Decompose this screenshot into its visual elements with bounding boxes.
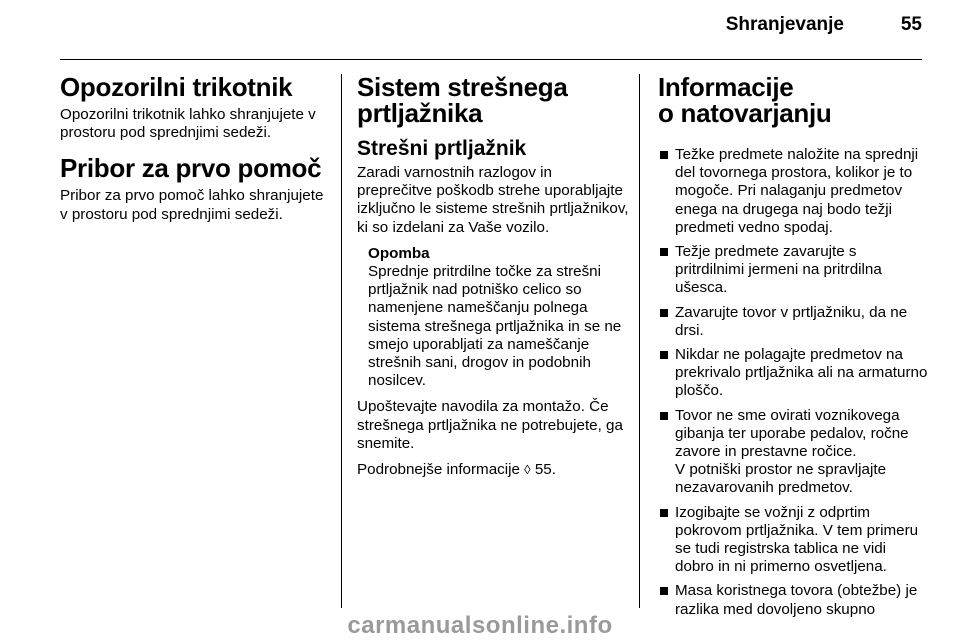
page-reference-link[interactable]: 55. — [534, 461, 556, 479]
column-2 — [357, 74, 629, 479]
heading-line: Sistem strešnega — [357, 72, 568, 102]
heading-line: o natovarjanju — [658, 98, 832, 128]
list-item: Težke predmete naložite na sprednji del tovornega prostora, kolikor je to mogoče. Pri nalaganju predmetov enega na drugega naj bodo težji predmeti vedno spodaj. — [658, 146, 928, 237]
more-info-text: Podrobnejše informacije — [357, 461, 520, 479]
list-item — [658, 407, 928, 498]
section-title: Shranjevanje — [725, 14, 844, 35]
paragraph-first-aid: Pribor za prvo pomoč lahko shranjujete v prostoru pod sprednjimi sedeži. — [60, 187, 324, 223]
column-3 — [658, 74, 928, 625]
heading-line: prtljažnika — [357, 98, 483, 128]
list-item: Težje predmete zavarujte s pritrdilnimi jermeni na pritrdilna ušesca. — [658, 243, 928, 298]
column-divider-2 — [639, 74, 640, 608]
page-reference-icon: ◊ — [524, 462, 531, 478]
list-item-text: Tovor ne sme ovirati voznikovega gibanja ter uporabe pedalov, ročne zavore in prestavne ročice. — [675, 406, 909, 461]
page-header — [60, 14, 922, 44]
paragraph-more-info — [357, 461, 629, 479]
note-box — [357, 245, 629, 391]
list-item: Nikdar ne polagajte predmetov na prekrivalo prtljažnika ali na armaturno ploščo. — [658, 346, 928, 401]
note-title: Opomba — [368, 244, 430, 262]
loading-tips-list — [658, 146, 928, 619]
list-item-text: V potniški prostor ne spravljajte nezavarovanih predmetov. — [675, 461, 887, 497]
heading-line: Informacije — [658, 72, 794, 102]
heading-roof-rack-system — [357, 74, 629, 126]
heading-loading-info — [658, 74, 928, 126]
column-1 — [60, 74, 328, 224]
note-text: Sprednje pritrdilne točke za strešni prtljažnik nad potniško celico so namenjene nameščanju polnega sistema strešnega prtljažnika in se ne smejo uporabljati za nameščanje strešnih sani, drogov in podobnih nosilcev. — [368, 263, 622, 390]
heading-first-aid: Pribor za prvo pomoč — [60, 153, 322, 184]
list-item: Izogibajte se vožnji z odprtim pokrovom prtljažnika. V tem primeru se tudi registrska tablica ne vidi dobro in ni primerno osvetljena. — [658, 504, 928, 577]
column-divider-1 — [341, 74, 342, 608]
paragraph-warning-triangle: Opozorilni trikotnik lahko shranjujete v prostoru pod sprednjimi sedeži. — [60, 106, 316, 142]
list-item: Masa koristnega tovora (obtežbe) je razlika med dovoljeno skupno — [658, 582, 928, 618]
page-number: 55 — [900, 14, 922, 35]
heading-warning-triangle: Opozorilni trikotnik — [60, 72, 293, 102]
list-item: Zavarujte tovor v prtljažniku, da ne drsi. — [658, 304, 928, 340]
header-rule — [60, 59, 922, 60]
paragraph-mounting: Upoštevajte navodila za montažo. Če strešnega prtljažnika ne potrebujete, ga snemite. — [357, 398, 623, 452]
subheading-roof-rack: Strešni prtljažnik — [357, 137, 527, 160]
watermark: carmanualsonline.info — [347, 612, 613, 639]
paragraph-roof-rack-intro: Zaradi varnostnih razlogov in preprečitve poškodb strehe uporabljajte izključno le sisteme strešnih prtljažnikov, ki so izdelani za Vaše vozilo. — [357, 164, 629, 236]
